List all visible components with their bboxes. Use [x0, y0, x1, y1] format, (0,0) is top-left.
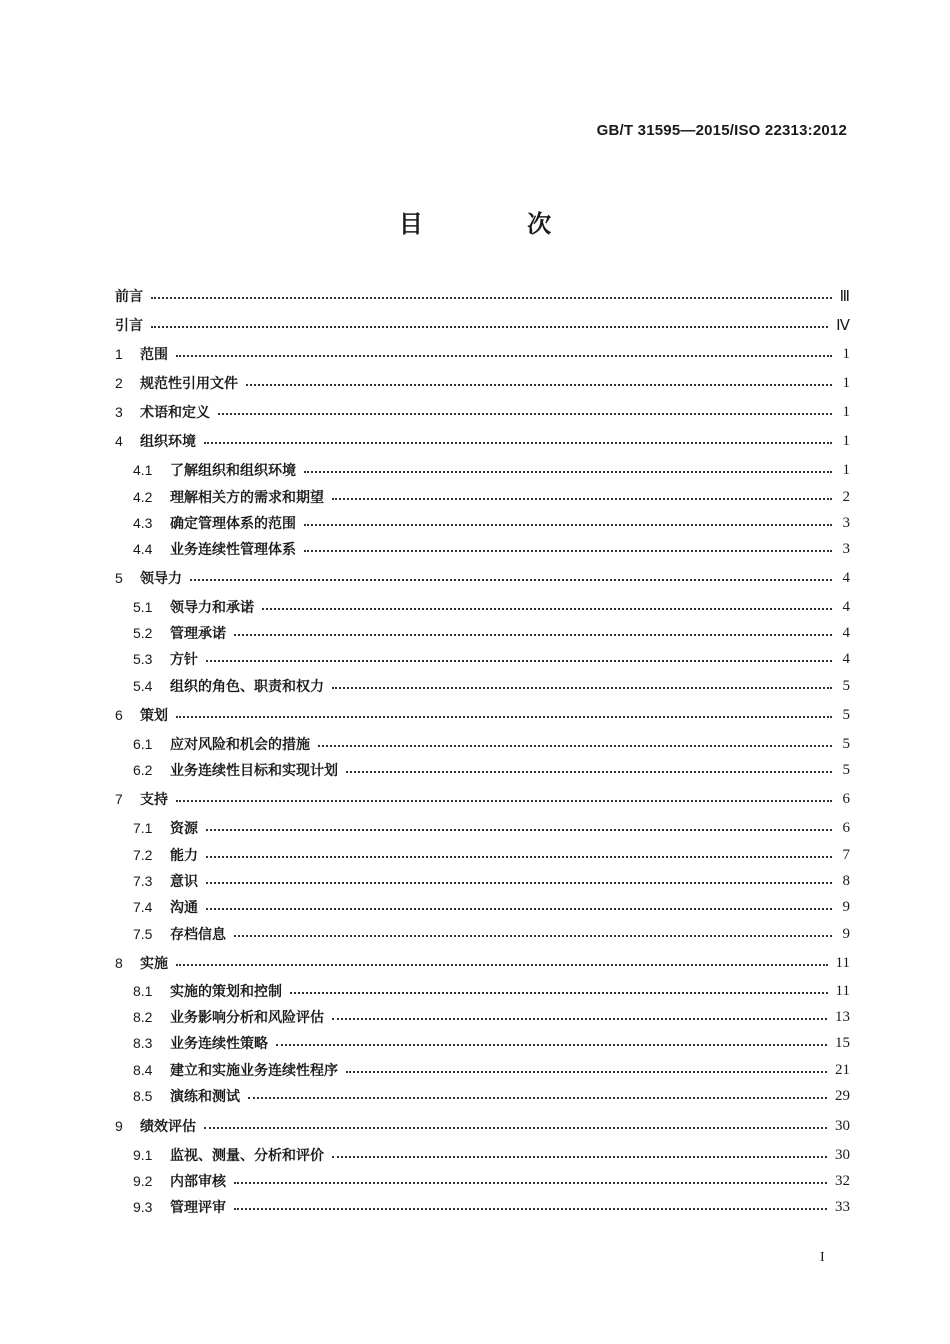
toc-entry-title: 组织的角色、职责和权力	[170, 679, 324, 695]
toc-leader-dots	[234, 634, 832, 636]
toc-entry-number: 6.2	[133, 762, 153, 778]
toc-entry[interactable]	[133, 596, 850, 618]
toc-entry-page: 30	[835, 1117, 850, 1134]
page-number: I	[820, 1250, 825, 1265]
toc-entry-page: 11	[835, 982, 850, 999]
toc-leader-dots	[234, 935, 832, 937]
toc-leader-dots	[332, 498, 832, 500]
toc-leader-dots	[318, 745, 832, 747]
toc-entry-number: 4.1	[133, 462, 153, 478]
toc-entry[interactable]	[115, 952, 850, 974]
toc-entry-number: 9.1	[133, 1147, 153, 1163]
toc-entry-number: 5.2	[133, 625, 153, 641]
toc-entry[interactable]	[133, 459, 850, 481]
standard-code: GB/T 31595—2015/ISO 22313:2012	[596, 122, 847, 139]
toc-leader-dots	[176, 355, 832, 357]
toc-leader-dots	[304, 524, 832, 526]
toc-entry-title: 意识	[170, 874, 198, 890]
toc-entry-title: 前言	[115, 289, 143, 305]
toc-entry-number: 5.4	[133, 678, 153, 694]
toc-entry[interactable]	[115, 401, 850, 423]
toc-entry[interactable]	[133, 817, 850, 839]
toc-entry-number: 2	[115, 375, 123, 391]
toc-entry-number: 4.3	[133, 515, 153, 531]
toc-entry-number: 8.2	[133, 1009, 153, 1025]
toc-entry[interactable]	[133, 1196, 850, 1218]
toc-leader-dots	[190, 579, 832, 581]
toc-leader-dots	[304, 550, 832, 552]
toc-entry-page: 6	[842, 790, 850, 807]
toc-leader-dots	[332, 1156, 827, 1158]
toc-leader-dots	[346, 1071, 827, 1073]
toc-entry-page: 2	[842, 488, 850, 505]
toc-entry-number: 5.3	[133, 651, 153, 667]
toc-entry-title: 策划	[140, 708, 168, 724]
toc-entry[interactable]	[115, 567, 850, 589]
toc-entry-number: 9.2	[133, 1173, 153, 1189]
toc-entry[interactable]	[133, 675, 850, 697]
toc-entry-number: 4.2	[133, 489, 153, 505]
toc-entry[interactable]	[133, 1032, 850, 1054]
toc-entry-page: 13	[835, 1008, 850, 1025]
toc-entry[interactable]	[133, 512, 850, 534]
toc-entry-page: 30	[835, 1146, 850, 1163]
toc-entry-page: 4	[842, 624, 850, 641]
toc-entry-number: 8.1	[133, 983, 153, 999]
toc-leader-dots	[234, 1182, 827, 1184]
toc-entry-page: 5	[842, 735, 850, 752]
toc-entry-title: 应对风险和机会的措施	[170, 737, 310, 753]
toc-entry[interactable]	[133, 759, 850, 781]
toc-leader-dots	[234, 1208, 827, 1210]
toc-entry-title: 演练和测试	[170, 1089, 240, 1105]
toc-entry-page: 3	[842, 514, 850, 531]
toc-entry-number: 7.4	[133, 899, 153, 915]
toc-entry[interactable]	[133, 486, 850, 508]
toc-entry-page: 1	[842, 374, 850, 391]
toc-entry[interactable]	[133, 538, 850, 560]
toc-entry-page: 21	[835, 1061, 850, 1078]
toc-entry-title: 引言	[115, 318, 143, 334]
toc-leader-dots	[332, 1018, 827, 1020]
toc-entry-page: 32	[835, 1172, 850, 1189]
toc-entry-title: 领导力	[140, 571, 182, 587]
toc-entry-title: 监视、测量、分析和评价	[170, 1148, 324, 1164]
toc-leader-dots	[206, 660, 832, 662]
toc-leader-dots	[206, 829, 832, 831]
toc-entry-number: 9.3	[133, 1199, 153, 1215]
toc-entry-page: 8	[842, 872, 850, 889]
toc-entry-page: Ⅳ	[836, 317, 850, 334]
toc-entry-title: 规范性引用文件	[140, 376, 238, 392]
toc-entry-title: 实施的策划和控制	[170, 984, 282, 1000]
toc-leader-dots	[176, 716, 832, 718]
toc-entry-title: 管理承诺	[170, 626, 226, 642]
toc-entry[interactable]	[115, 285, 850, 307]
toc-entry-number: 4.4	[133, 541, 153, 557]
toc-entry-title: 管理评审	[170, 1200, 226, 1216]
toc-entry-page: 3	[842, 540, 850, 557]
toc-entry-number: 4	[115, 433, 123, 449]
toc-entry-page: 6	[842, 819, 850, 836]
toc-entry-number: 5.1	[133, 599, 153, 615]
toc-entry-number: 1	[115, 346, 123, 362]
toc-entry[interactable]	[133, 923, 850, 945]
toc-entry[interactable]	[133, 1059, 850, 1081]
toc-entry[interactable]	[115, 372, 850, 394]
toc-leader-dots	[218, 413, 832, 415]
toc-entry[interactable]	[133, 622, 850, 644]
toc-leader-dots	[206, 882, 832, 884]
toc-entry-page: 1	[842, 403, 850, 420]
toc-entry-page: Ⅲ	[839, 288, 850, 305]
toc-entry-number: 6.1	[133, 736, 153, 752]
toc-entry-title: 绩效评估	[140, 1119, 196, 1135]
toc-entry-title: 确定管理体系的范围	[170, 516, 296, 532]
toc-entry[interactable]	[133, 648, 850, 670]
toc-entry-title: 理解相关方的需求和期望	[170, 490, 324, 506]
toc-entry[interactable]	[115, 704, 850, 726]
toc-entry-title: 组织环境	[140, 434, 196, 450]
toc-entry-page: 5	[842, 706, 850, 723]
toc-leader-dots	[204, 1127, 827, 1129]
toc-entry-page: 11	[835, 954, 850, 971]
toc-entry-title: 方针	[170, 652, 198, 668]
page-title: 目 次	[398, 210, 600, 238]
toc-entry-page: 4	[842, 598, 850, 615]
toc-leader-dots	[304, 471, 832, 473]
toc-entry-page: 5	[842, 677, 850, 694]
toc-entry-number: 8.3	[133, 1035, 153, 1051]
toc-entry-number: 5	[115, 570, 123, 586]
toc-entry[interactable]	[133, 1170, 850, 1192]
toc-entry-title: 实施	[140, 956, 168, 972]
toc-leader-dots	[332, 687, 832, 689]
toc-leader-dots	[176, 800, 832, 802]
toc-entry-title: 了解组织和组织环境	[170, 463, 296, 479]
toc-entry[interactable]	[133, 1144, 850, 1166]
toc-entry-title: 业务连续性策略	[170, 1036, 268, 1052]
toc-entry-number: 8.5	[133, 1088, 153, 1104]
toc-entry[interactable]	[115, 430, 850, 452]
toc-entry-page: 4	[842, 569, 850, 586]
toc-leader-dots	[276, 1044, 827, 1046]
toc-entry-number: 7	[115, 791, 123, 807]
toc-entry[interactable]	[133, 870, 850, 892]
toc-entry-page: 9	[842, 898, 850, 915]
toc-entry-number: 8	[115, 955, 123, 971]
toc-entry-title: 沟通	[170, 900, 198, 916]
toc-entry-page: 29	[835, 1087, 850, 1104]
toc-entry-number: 9	[115, 1118, 123, 1134]
toc-entry-title: 建立和实施业务连续性程序	[170, 1063, 338, 1079]
toc-entry-page: 5	[842, 761, 850, 778]
toc-entry-page: 9	[842, 925, 850, 942]
toc-leader-dots	[204, 442, 832, 444]
toc-entry-title: 业务连续性目标和实现计划	[170, 763, 338, 779]
toc-leader-dots	[346, 771, 832, 773]
toc-leader-dots	[151, 326, 828, 328]
toc-entry-title: 内部审核	[170, 1174, 226, 1190]
toc-entry[interactable]	[133, 1085, 850, 1107]
toc-leader-dots	[206, 856, 832, 858]
toc-entry[interactable]	[115, 788, 850, 810]
toc-leader-dots	[176, 964, 828, 966]
toc-entry-title: 存档信息	[170, 927, 226, 943]
toc-leader-dots	[206, 908, 832, 910]
toc-entry-number: 7.3	[133, 873, 153, 889]
toc-entry-title: 术语和定义	[140, 405, 210, 421]
toc-entry-title: 资源	[170, 821, 198, 837]
toc-entry-title: 业务连续性管理体系	[170, 542, 296, 558]
toc-entry[interactable]	[115, 1115, 850, 1137]
toc-entry-page: 1	[842, 432, 850, 449]
toc-entry-title: 领导力和承诺	[170, 600, 254, 616]
toc-entry-page: 1	[842, 461, 850, 478]
toc-entry[interactable]	[133, 1006, 850, 1028]
toc-entry-title: 范围	[140, 347, 168, 363]
toc-leader-dots	[290, 992, 828, 994]
toc-entry-page: 1	[842, 345, 850, 362]
toc-entry[interactable]	[115, 343, 850, 365]
toc-entry-title: 能力	[170, 848, 198, 864]
toc-entry[interactable]	[115, 314, 850, 336]
toc-entry-number: 7.2	[133, 847, 153, 863]
toc-entry-number: 7.5	[133, 926, 153, 942]
toc-entry[interactable]	[133, 844, 850, 866]
toc-leader-dots	[262, 608, 832, 610]
toc-entry[interactable]	[133, 896, 850, 918]
toc-entry-page: 33	[835, 1198, 850, 1215]
toc-leader-dots	[151, 297, 832, 299]
toc-entry[interactable]	[133, 980, 850, 1002]
toc-entry-title: 业务影响分析和风险评估	[170, 1010, 324, 1026]
toc-entry[interactable]	[133, 733, 850, 755]
toc-entry-page: 7	[842, 846, 850, 863]
toc-entry-title: 支持	[140, 792, 168, 808]
toc-entry-page: 4	[842, 650, 850, 667]
toc-entry-page: 15	[835, 1034, 850, 1051]
toc-leader-dots	[248, 1097, 827, 1099]
toc-leader-dots	[246, 384, 832, 386]
toc-entry-number: 8.4	[133, 1062, 153, 1078]
toc-entry-number: 7.1	[133, 820, 153, 836]
toc-entry-number: 6	[115, 707, 123, 723]
toc-entry-number: 3	[115, 404, 123, 420]
